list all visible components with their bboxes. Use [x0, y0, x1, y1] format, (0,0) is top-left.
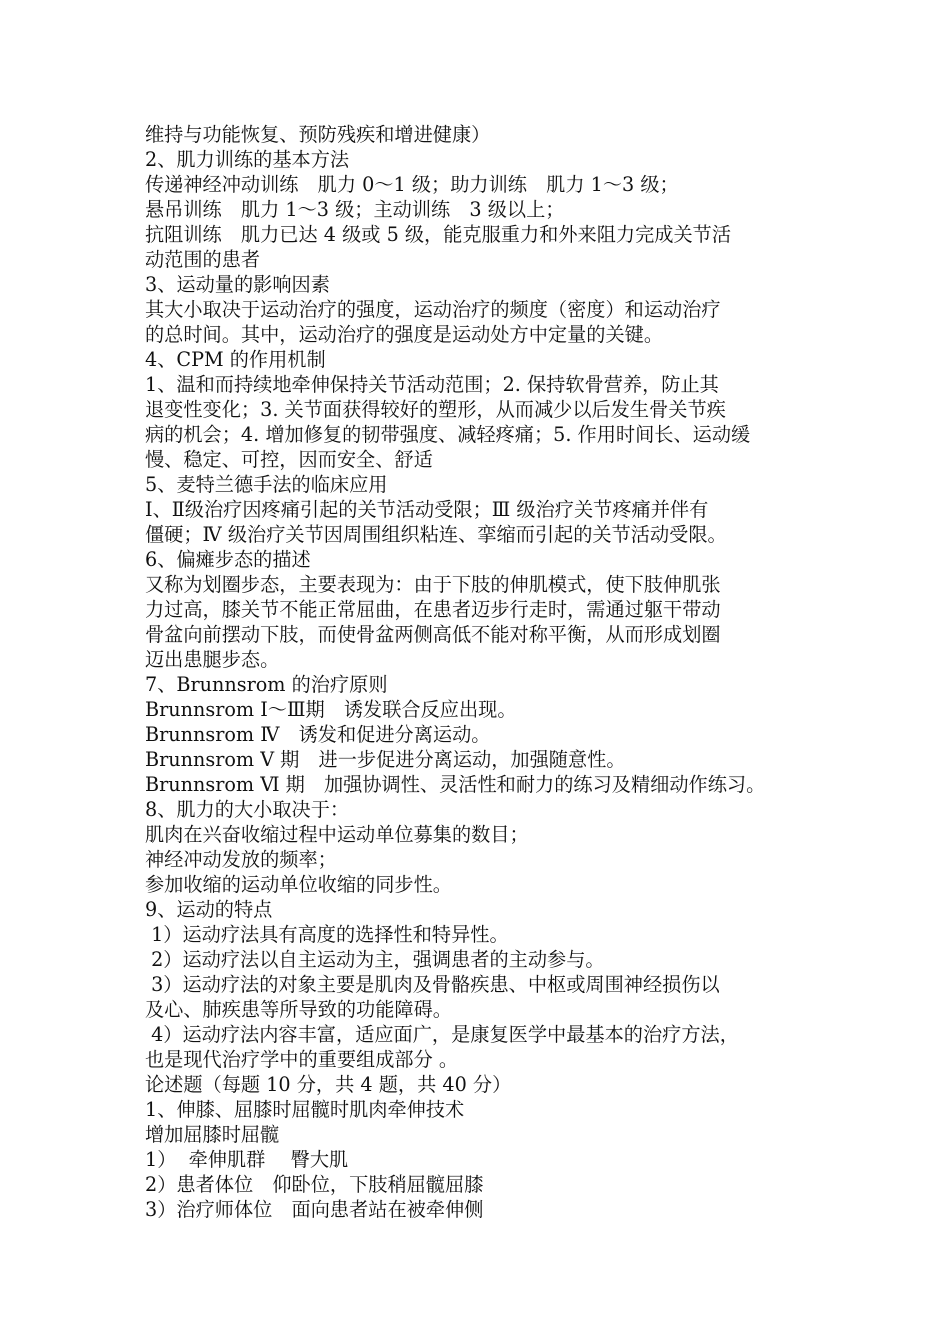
- section-heading: 7、Brunnsrom 的治疗原则: [145, 673, 388, 696]
- list-item: 3）治疗师体位 面向患者站在被牵伸侧: [145, 1198, 484, 1221]
- text-line: 也是现代治疗学中的重要组成部分 。: [145, 1048, 459, 1071]
- section-heading: 9、运动的特点: [145, 898, 273, 921]
- list-item: 2）运动疗法以自主运动为主，强调患者的主动参与。: [145, 948, 605, 971]
- text-line: 的总时间。其中，运动治疗的强度是运动处方中定量的关键。: [145, 323, 664, 346]
- section-heading: 4、CPM 的作用机制: [145, 348, 326, 371]
- text-line: 神经冲动发放的频率；: [145, 848, 337, 871]
- section-heading: 2、肌力训练的基本方法: [145, 148, 350, 171]
- text-line: Brunnsrom Ⅴ 期 进一步促进分离运动，加强随意性。: [145, 748, 626, 771]
- section-heading: 论述题（每题 10 分，共 4 题，共 40 分）: [145, 1073, 512, 1096]
- text-line: 病的机会；4. 增加修复的韧带强度、减轻疼痛；5. 作用时间长、运动缓: [145, 423, 751, 446]
- section-heading: 6、偏瘫步态的描述: [145, 548, 311, 571]
- list-item: 1）运动疗法具有高度的选择性和特异性。: [145, 923, 509, 946]
- text-line: Brunnsrom Ⅵ 期 加强协调性、灵活性和耐力的练习及精细动作练习。: [145, 773, 766, 796]
- text-line: 抗阻训练 肌力已达 4 级或 5 级，能克服重力和外来阻力完成关节活: [145, 223, 732, 246]
- text-line: 参加收缩的运动单位收缩的同步性。: [145, 873, 452, 896]
- text-line: Brunnsrom Ⅳ 诱发和促进分离运动。: [145, 723, 491, 746]
- text-line: 其大小取决于运动治疗的强度，运动治疗的频度（密度）和运动治疗: [145, 298, 721, 321]
- text-line: 慢、稳定、可控，因而安全、舒适: [145, 448, 433, 471]
- list-item: 3）运动疗法的对象主要是肌肉及骨骼疾患、中枢或周围神经损伤以: [145, 973, 720, 996]
- list-item: 4）运动疗法内容丰富，适应面广，是康复医学中最基本的治疗方法，: [145, 1023, 739, 1046]
- text-line: 维持与功能恢复、预防残疾和增进健康）: [145, 123, 491, 146]
- text-line: 退变性变化；3. 关节面获得较好的塑形，从而减少以后发生骨关节疾: [145, 398, 726, 421]
- section-heading: 5、麦特兰德手法的临床应用: [145, 473, 388, 496]
- section-heading: 8、肌力的大小取决于：: [145, 798, 350, 821]
- text-line: 又称为划圈步态，主要表现为：由于下肢的伸肌模式，使下肢伸肌张: [145, 573, 721, 596]
- text-line: 1、温和而持续地牵伸保持关节活动范围；2. 保持软骨营养，防止其: [145, 373, 719, 396]
- text-line: 悬吊训练 肌力 1～3 级；主动训练 3 级以上；: [145, 198, 565, 221]
- text-line: 动范围的患者: [145, 248, 261, 271]
- text-line: 僵硬；Ⅳ 级治疗关节因周围组织粘连、挛缩而引起的关节活动受限。: [145, 523, 727, 546]
- text-line: 增加屈膝时屈髋: [145, 1123, 280, 1146]
- section-heading: 3、运动量的影响因素: [145, 273, 330, 296]
- text-line: 肌肉在兴奋收缩过程中运动单位募集的数目；: [145, 823, 529, 846]
- document-body: [145, 122, 835, 1222]
- list-item: 2）患者体位 仰卧位，下肢稍屈髋屈膝: [145, 1173, 484, 1196]
- text-line: 骨盆向前摆动下肢，而使骨盆两侧高低不能对称平衡，从而形成划圈: [145, 623, 721, 646]
- text-line: 及心、肺疾患等所导致的功能障碍。: [145, 998, 452, 1021]
- text-line: 力过高，膝关节不能正常屈曲，在患者迈步行走时，需通过躯干带动: [145, 598, 721, 621]
- text-line: Brunnsrom Ⅰ～Ⅲ期 诱发联合反应出现。: [145, 698, 517, 721]
- text-line: 传递神经冲动训练 肌力 0～1 级；助力训练 肌力 1～3 级；: [145, 173, 679, 196]
- text-line: 迈出患腿步态。: [145, 648, 280, 671]
- list-item: 1） 牵伸肌群 臀大肌: [145, 1148, 349, 1171]
- text-line: Ⅰ、Ⅱ级治疗因疼痛引起的关节活动受限；Ⅲ 级治疗关节疼痛并伴有: [145, 498, 709, 521]
- section-heading: 1、伸膝、屈膝时屈髋时肌肉牵伸技术: [145, 1098, 465, 1121]
